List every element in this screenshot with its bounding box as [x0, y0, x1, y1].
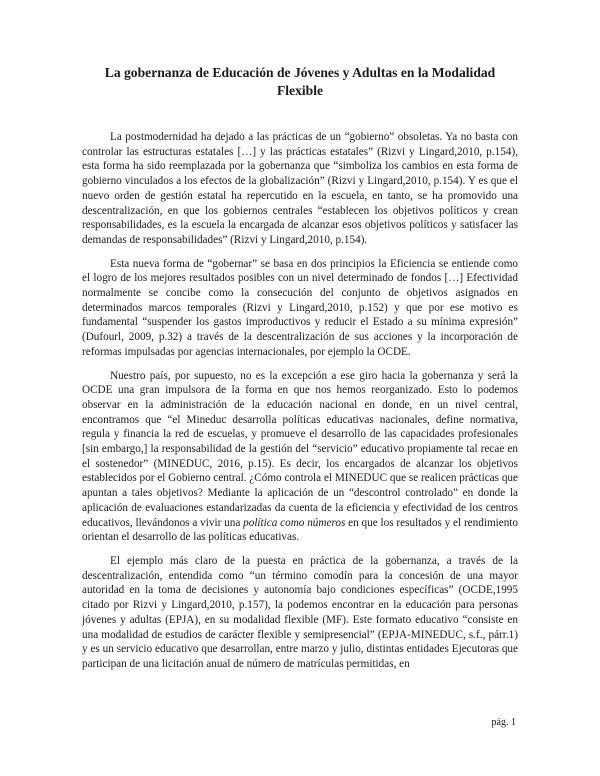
paragraph-1: La postmodernidad ha dejado a las prácticas de un “gobierno” obsoletas. Ya no basta con controlar las estructuras estatales […] y las prácticas estatales” (Rizvi y Lingard,2010, p.154), esta forma ha sido reemplazada por la gobernanza que “simboliza los cambios en esta forma de gobierno vinculados a los efectos de la globalización” (Rizvi y Lingard,2010, p.154). Y es que el nuevo orden de gestión estatal ha repercutido en la escuela, en tanto, se ha promovido una descentralización, en que los gobiernos centrales “establecen los objetivos políticos y crean responsabilidades, es la escuela la encargada de alcanzar esos objetivos políticos y satisfacer las demandas de responsabilidades” (Rizvi y Lingard,2010, p.154).: [82, 131, 518, 246]
paragraph-3-text-before: Nuestro país, por supuesto, no es la excepción a ese giro hacia la gobernanza y será la OCDE una gran impulsora de la forma en que nos hemos reorganizado. Esto lo podemos observar en la administración de la educación nacional en donde, en un nivel central, encontramos que “el Mineduc desarrolla políticas educativas nacionales, define normativa, regula y financia la red de escuelas, y promueve el desarrollo de las capacidades profesionales [sin embargo,] la responsabilidad de la gestión del “servicio” educativo propiamente tal recae en el sostenedor” (MINEDUC, 2016, p.15). Es decir, los encargados de alcanzar los objetivos establecidos por el Gobierno central. ¿Cómo controla el MINEDUC que se realicen prácticas que apuntan a tales objetivos? Mediante la aplicación de un “descontrol controlado” en donde la aplicación de evaluaciones estandarizadas da cuenta de la eficiencia y efectividad de los centros educativos, llevándonos a vivir una: [82, 369, 518, 529]
paragraph-3: [82, 369, 518, 545]
paragraph-3-text-after: en que los resultados y el rendimiento orientan el desarrollo de las políticas educativas.: [82, 516, 519, 544]
paragraph-2: Esta nueva forma de “gobernar” se basa en dos principios la Eficiencia se entiende como el logro de los mejores resultados posibles con un nivel determinado de fondos […] Efectividad normalmente se concibe como la consecución del conjunto de objetivos asignados en determinados marcos temporales (Rizvi y Lingard,2010, p.152) y que por ese motivo es fundamental “suspender los gastos improductivos y reducir el Estado a su mínima expresión” (Dufourl, 2009, p.32) a través de la descentralización de sus acciones y la incorporación de reformas impulsadas por agencias internacionales, por ejemplo la OCDE.: [82, 257, 518, 358]
paragraph-4: El ejemplo más claro de la puesta en práctica de la gobernanza, a través de la descentralización, entendida como “un término comodín para la concesión de una mayor autoridad en la toma de decisiones y autonomía bajo condiciones específicas” (OCDE,1995 citado por Rizvi y Lingard,2010, p.157), la podemos encontrar en la educación para personas jóvenes y adultas (EPJA), en su modalidad flexible (MF). Este formato educativo “consiste en una modalidad de estudios de carácter flexible y semipresencial” (EPJA-MINEDUC, s.f., párr.1) y es un servicio educativo que desarrollan, entre marzo y julio, distintas entidades Ejecutoras que participan de una licitación anual de número de matrículas permitidas, en: [82, 554, 518, 670]
paragraph-3-emphasis: política como números: [243, 516, 346, 529]
page-number: pág. 1: [491, 717, 516, 728]
document-title: La gobernanza de Educación de Jóvenes y Adultas en la Modalidad Flexible: [104, 65, 496, 98]
document-body: [82, 130, 518, 672]
